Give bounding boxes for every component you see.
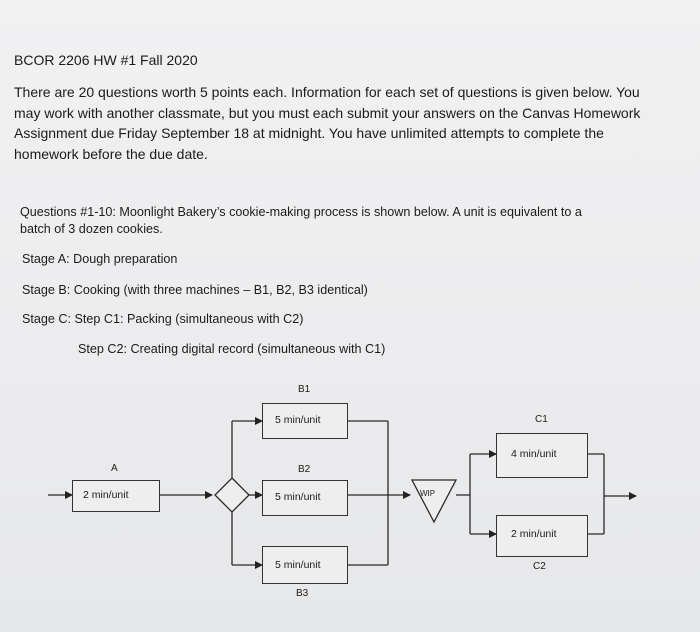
intro-line-4: homework before the due date. xyxy=(14,145,208,162)
stage-a-time: 2 min/unit xyxy=(83,489,129,501)
b2-label: B2 xyxy=(298,464,311,475)
stage-a-box xyxy=(72,480,160,512)
intro-paragraph xyxy=(14,82,640,164)
machine-b3-box xyxy=(262,546,348,584)
c1-label: C1 xyxy=(535,414,548,425)
b1-label: B1 xyxy=(298,384,311,395)
stage-a-text: Stage A: Dough preparation xyxy=(22,252,178,266)
b1-time: 5 min/unit xyxy=(275,414,321,426)
stage-a-label: A xyxy=(111,463,118,474)
step-c2-text: Step C2: Creating digital record (simultaneous with C1) xyxy=(78,342,386,356)
c2-label: C2 xyxy=(533,561,546,572)
intro-line-2: may work with another classmate, but you must each submit your answers on the Canvas Homework xyxy=(14,104,641,121)
b3-time: 5 min/unit xyxy=(275,559,321,571)
step-c1-box xyxy=(496,433,588,478)
machine-b2-box xyxy=(262,480,348,516)
c2-time: 2 min/unit xyxy=(511,528,557,540)
b3-label: B3 xyxy=(296,588,309,599)
b2-time: 5 min/unit xyxy=(275,491,321,503)
questions-line-2: batch of 3 dozen cookies. xyxy=(20,222,163,236)
course-title: BCOR 2206 HW #1 Fall 2020 xyxy=(14,52,198,68)
stage-c-text: Stage C: Step C1: Packing (simultaneous with C2) xyxy=(22,312,304,326)
wip-triangle xyxy=(412,480,456,522)
intro-line-3: Assignment due Friday September 18 at midnight. You have unlimited attempts to complete the xyxy=(14,125,604,141)
questions-line-1: Questions #1-10: Moonlight Bakery’s cookie-making process is shown below. A unit is equivalent to a xyxy=(20,205,582,219)
machine-b1-box xyxy=(262,403,348,439)
questions-intro xyxy=(20,204,582,238)
intro-line-1: There are 20 questions worth 5 points each. Information for each set of questions is given below. You xyxy=(14,84,640,100)
split-diamond xyxy=(215,478,249,512)
step-c2-box xyxy=(496,515,588,557)
stage-b-text: Stage B: Cooking (with three machines – B1, B2, B3 identical) xyxy=(22,283,368,297)
wip-label: WIP xyxy=(420,489,436,498)
c1-time: 4 min/unit xyxy=(511,448,557,460)
